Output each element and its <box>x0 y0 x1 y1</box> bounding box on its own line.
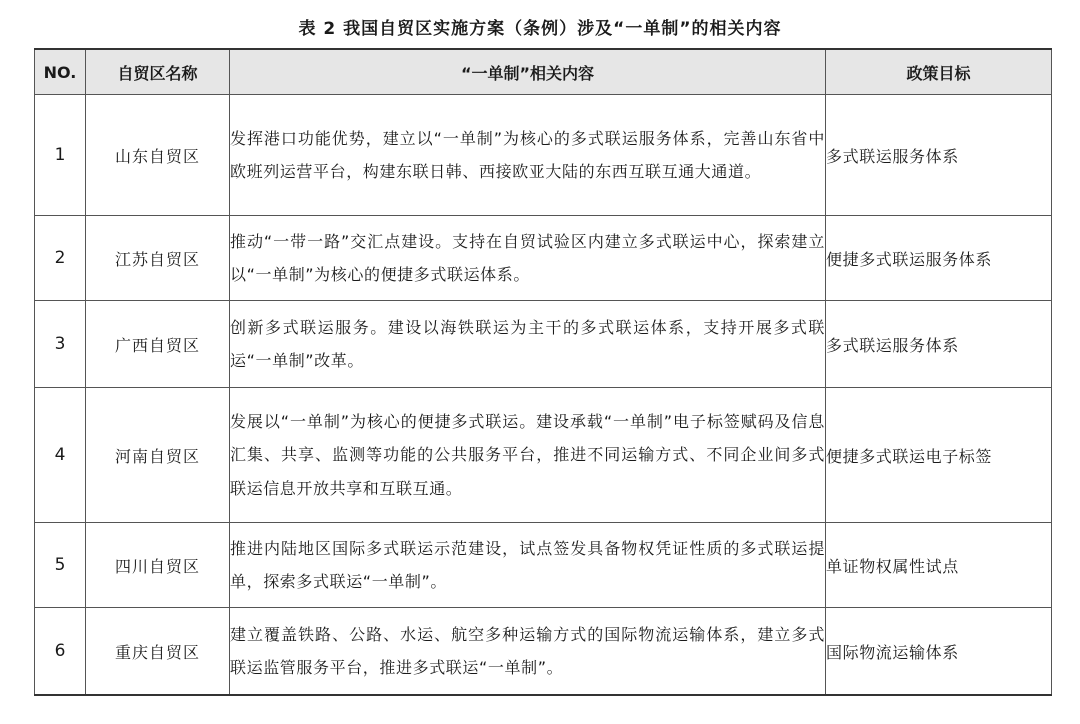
row-number: 6 <box>35 608 86 696</box>
policy-goal: 单证物权属性试点 <box>826 523 1052 608</box>
zone-name: 重庆自贸区 <box>86 608 230 696</box>
header-zone-name: 自贸区名称 <box>86 49 230 95</box>
header-related-content: “一单制”相关内容 <box>230 49 826 95</box>
row-number: 1 <box>35 95 86 216</box>
table-row <box>35 608 1052 696</box>
table-row <box>35 523 1052 608</box>
table-caption: 表 2 我国自贸区实施方案（条例）涉及“一单制”的相关内容 <box>298 19 782 39</box>
policy-goal: 多式联运服务体系 <box>826 301 1052 388</box>
table-row <box>35 95 1052 216</box>
related-content: 发展以“一单制”为核心的便捷多式联运。建设承载“一单制”电子标签赋码及信息汇集、共享、监测等功能的公共服务平台，推进不同运输方式、不同企业间多式联运信息开放共享和互联互通。 <box>230 388 826 523</box>
policy-table <box>34 48 1052 696</box>
policy-goal: 便捷多式联运电子标签 <box>826 388 1052 523</box>
related-content: 推进内陆地区国际多式联运示范建设，试点签发具备物权凭证性质的多式联运提单，探索多式联运“一单制”。 <box>230 523 826 608</box>
table-row <box>35 216 1052 301</box>
zone-name: 四川自贸区 <box>86 523 230 608</box>
related-content: 发挥港口功能优势，建立以“一单制”为核心的多式联运服务体系，完善山东省中欧班列运营平台，构建东联日韩、西接欧亚大陆的东西互联互通大通道。 <box>230 95 826 216</box>
row-number: 3 <box>35 301 86 388</box>
policy-goal: 多式联运服务体系 <box>826 95 1052 216</box>
zone-name: 山东自贸区 <box>86 95 230 216</box>
table-row <box>35 388 1052 523</box>
header-policy-goal: 政策目标 <box>826 49 1052 95</box>
zone-name: 江苏自贸区 <box>86 216 230 301</box>
policy-goal: 便捷多式联运服务体系 <box>826 216 1052 301</box>
row-number: 2 <box>35 216 86 301</box>
related-content: 推动“一带一路”交汇点建设。支持在自贸试验区内建立多式联运中心，探索建立以“一单制”为核心的便捷多式联运体系。 <box>230 216 826 301</box>
header-no: NO. <box>35 49 86 95</box>
table-row <box>35 301 1052 388</box>
policy-goal: 国际物流运输体系 <box>826 608 1052 696</box>
row-number: 4 <box>35 388 86 523</box>
row-number: 5 <box>35 523 86 608</box>
related-content: 建立覆盖铁路、公路、水运、航空多种运输方式的国际物流运输体系，建立多式联运监管服务平台，推进多式联运“一单制”。 <box>230 608 826 696</box>
related-content: 创新多式联运服务。建设以海铁联运为主干的多式联运体系，支持开展多式联运“一单制”改革。 <box>230 301 826 388</box>
table-header-row <box>35 49 1052 95</box>
zone-name: 广西自贸区 <box>86 301 230 388</box>
zone-name: 河南自贸区 <box>86 388 230 523</box>
